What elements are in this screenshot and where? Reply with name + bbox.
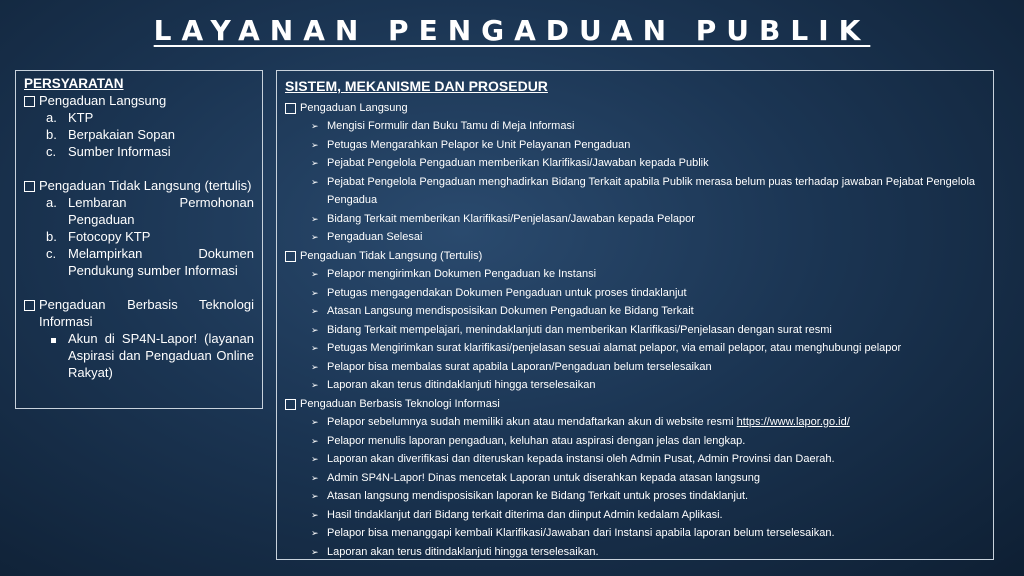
section-title: Pengaduan Tidak Langsung (Tertulis) [300,249,483,262]
checkbox-icon [285,103,296,114]
list-item [24,109,254,126]
arrow-bullet-icon: ➢ [311,324,319,335]
category-title: Pengaduan Tidak Langsung (tertulis) [39,178,252,193]
list-item [285,413,985,432]
section-it-based [285,395,985,414]
indirect-procedure-list [285,265,985,395]
list-item-text: Pelapor menulis laporan pengaduan, keluhan atau aspirasi dengan jelas dan lengkap. [327,434,746,447]
arrow-bullet-icon: ➢ [311,269,319,279]
arrow-bullet-icon: ➢ [311,213,319,224]
list-item-text: Petugas mengagendakan Dokumen Pengaduan untuk proses tindaklanjut [327,286,687,299]
list-item [285,136,985,155]
list-item [285,284,985,303]
list-marker: a. [46,110,57,125]
arrow-bullet-icon: ➢ [311,176,319,187]
list-item-text: Laporan akan diverifikasi dan diteruskan kepada instansi oleh Admin Pusat, Admin Provinsi dan Daerah. [327,453,835,465]
list-marker: c. [46,144,57,159]
section-direct [285,99,985,118]
list-item [285,543,985,562]
arrow-bullet-icon: ➢ [311,232,319,242]
section-title: Pengaduan Langsung [300,101,408,114]
list-item [285,432,985,451]
list-item-text: Pelapor bisa membalas surat apabila Laporan/Pengaduan belum terselesaikan [327,360,712,373]
indirect-requirements-list [24,194,254,279]
list-item-text [327,413,985,432]
list-item-text: Melampirkan Dokumen Pendukung sumber Informasi [68,246,254,278]
section-title: Pengaduan Berbasis Teknologi Informasi [300,397,500,410]
list-item [285,450,985,469]
list-item [285,358,985,377]
list-item-text: Bidang Terkait mempelajari, menindaklanjuti dan memberikan Klarifikasi/Penjelasan dengan surat resmi [327,323,832,336]
category-title: Pengaduan Berbasis Teknologi Informasi [39,297,254,329]
list-item [285,487,985,506]
arrow-bullet-icon: ➢ [311,417,319,427]
list-item-text: Fotocopy KTP [68,229,151,244]
list-item-text: Pelapor mengirimkan Dokumen Pengaduan ke Instansi [327,268,597,280]
procedures-panel [276,70,994,560]
checkbox-icon [24,181,35,192]
list-item-text: Berpakaian Sopan [68,127,175,142]
arrow-bullet-icon: ➢ [311,472,319,483]
page-title: LAYANAN PENGADUAN PUBLIK [153,14,871,47]
direct-requirements-list [24,109,254,160]
list-item-text: Petugas Mengarahkan Pelapor ke Unit Pelayanan Pengaduan [327,138,631,151]
arrow-bullet-icon: ➢ [311,361,319,372]
requirements-heading: PERSYARATAN [24,76,124,91]
bullet-square-icon [46,330,68,381]
list-item [24,126,254,143]
list-item [24,143,254,160]
list-item [285,228,985,247]
category-it-based [24,296,254,330]
arrow-bullet-icon: ➢ [311,380,319,390]
arrow-bullet-icon: ➢ [311,491,319,501]
lapor-website-link[interactable]: https://www.lapor.go.id/ [736,416,850,428]
list-marker: b. [46,127,57,142]
arrow-bullet-icon: ➢ [311,528,319,538]
list-marker: c. [46,246,57,261]
category-title: Pengaduan Langsung [39,93,167,108]
section-indirect [285,247,985,266]
list-item [285,210,985,229]
list-item-text-part: Pelapor sebelumnya sudah memiliki akun atau mendaftarkan akun di website resmi [327,416,737,428]
list-item-text: Pejabat Pengelola Pengaduan menghadirkan Bidang Terkait apabila Publik merasa belum puas terhadap jawaban Pejabat Pengelola Pengadua [327,175,976,206]
arrow-bullet-icon: ➢ [311,435,319,446]
it-procedure-list [285,413,985,561]
category-direct [24,92,254,109]
list-item-text: Mengisi Formulir dan Buku Tamu di Meja Informasi [327,120,575,132]
list-item [285,154,985,173]
list-item-text: Bidang Terkait memberikan Klarifikasi/Penjelasan/Jawaban kepada Pelapor [327,212,695,225]
list-item [24,228,254,245]
list-item [285,173,985,210]
arrow-bullet-icon: ➢ [311,306,319,316]
list-item [285,524,985,543]
list-item-text: KTP [68,110,94,125]
category-indirect [24,177,254,194]
arrow-bullet-icon: ➢ [311,121,319,131]
arrow-bullet-icon: ➢ [311,509,319,520]
list-item [285,376,985,395]
requirements-panel [15,70,263,409]
list-item-text: Sumber Informasi [68,144,171,159]
arrow-bullet-icon: ➢ [311,139,319,150]
list-item-text: Laporan akan terus ditindaklanjuti hingga terselesaikan. [327,545,599,558]
direct-procedure-list [285,117,985,247]
list-item-text: Pelapor bisa menanggapi kembali Klarifikasi/Jawaban dari Instansi apabila laporan belum terselesaikan. [327,527,835,539]
list-item [24,245,254,279]
list-item [285,302,985,321]
arrow-bullet-icon: ➢ [311,287,319,298]
it-requirements-list [24,330,254,381]
list-item-text: Akun di SP4N-Lapor! (layanan Aspirasi dan Pengaduan Online Rakyat) [68,331,254,380]
list-item-text: Pejabat Pengelola Pengaduan memberikan Klarifikasi/Jawaban kepada Publik [327,157,709,169]
list-marker: a. [46,195,57,210]
list-item [285,321,985,340]
list-item [285,265,985,284]
arrow-bullet-icon: ➢ [311,158,319,168]
list-item [285,506,985,525]
list-item-text: Petugas Mengirimkan surat klarifikasi/penjelasan sesuai alamat pelapor, via email pelapor, atau menghubungi pelapor [327,342,902,354]
list-item [285,117,985,136]
checkbox-icon [285,399,296,410]
list-item-text: Pengaduan Selesai [327,231,423,243]
list-item [24,330,254,381]
list-item-text: Lembaran Permohonan Pengaduan [68,195,254,227]
list-item-text: Atasan Langsung mendisposisikan Dokumen Pengaduan ke Bidang Terkait [327,305,694,317]
checkbox-icon [24,300,35,311]
list-item [285,339,985,358]
checkbox-icon [285,251,296,262]
arrow-bullet-icon: ➢ [311,343,319,353]
arrow-bullet-icon: ➢ [311,454,319,464]
list-item-text: Hasil tindaklanjut dari Bidang terkait diterima dan diinput Admin kedalam Aplikasi. [327,508,723,521]
list-marker: b. [46,229,57,244]
list-item [285,469,985,488]
list-item-text: Laporan akan terus ditindaklanjuti hingga terselesaikan [327,379,596,391]
procedures-heading: SISTEM, MEKANISME DAN PROSEDUR [285,78,548,94]
checkbox-icon [24,96,35,107]
arrow-bullet-icon: ➢ [311,546,319,557]
list-item-text: Atasan langsung mendisposisikan laporan ke Bidang Terkait untuk proses tindaklanjut. [327,490,749,502]
list-item [24,194,254,228]
list-item-text: Admin SP4N-Lapor! Dinas mencetak Laporan untuk diserahkan kepada atasan langsung [327,471,760,484]
